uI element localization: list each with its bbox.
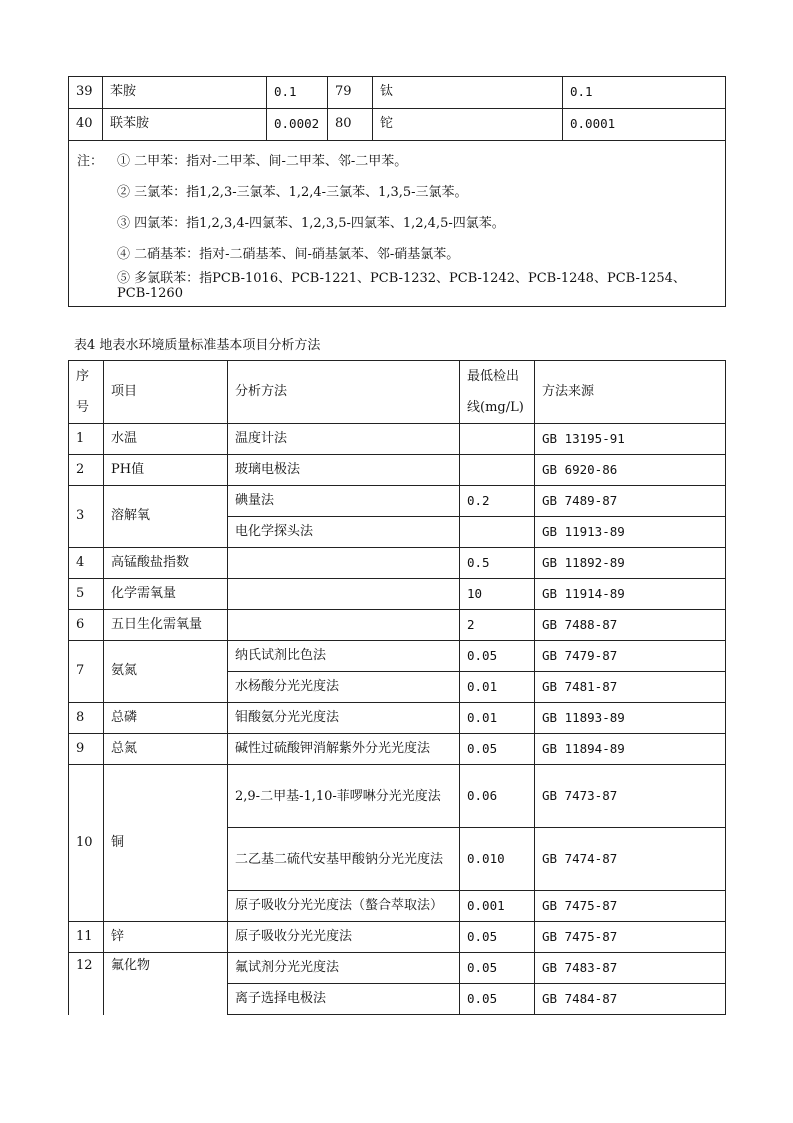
row-item: 总磷 xyxy=(104,703,228,734)
table-caption: 表4 地表水环境质量标准基本项目分析方法 xyxy=(74,338,321,353)
analysis-method-table xyxy=(68,360,726,1015)
table-row xyxy=(69,424,726,455)
table-row xyxy=(69,77,726,109)
row-source: GB 7488-87 xyxy=(535,610,726,641)
row-method: 离子选择电极法 xyxy=(228,984,460,1015)
row-limit: 0.06 xyxy=(460,765,535,828)
notes-row xyxy=(69,141,726,307)
row-method: 碱性过硫酸钾消解紫外分光光度法 xyxy=(228,734,460,765)
row-source: GB 13195-91 xyxy=(535,424,726,455)
substance-name: 苯胺 xyxy=(103,77,267,109)
row-item: 总氮 xyxy=(104,734,228,765)
row-item: 高锰酸盐指数 xyxy=(104,548,228,579)
row-method: 2,9-二甲基-1,10-菲啰啉分光光度法 xyxy=(228,765,460,828)
table-row xyxy=(69,486,726,517)
substance-name: 铊 xyxy=(373,109,563,141)
row-limit: 2 xyxy=(460,610,535,641)
row-limit: 10 xyxy=(460,579,535,610)
row-limit: 0.5 xyxy=(460,548,535,579)
row-item: 化学需氧量 xyxy=(104,579,228,610)
row-limit: 0.01 xyxy=(460,672,535,703)
row-limit: 0.05 xyxy=(460,641,535,672)
row-seq: 1 xyxy=(69,424,104,455)
row-source: GB 7484-87 xyxy=(535,984,726,1015)
row-item: 五日生化需氧量 xyxy=(104,610,228,641)
header-item: 项目 xyxy=(104,361,228,424)
substance-name: 钛 xyxy=(373,77,563,109)
row-method: 纳氏试剂比色法 xyxy=(228,641,460,672)
row-seq: 12 xyxy=(69,953,104,1015)
note-item: ④ 二硝基苯：指对-二硝基苯、间-硝基氯苯、邻-硝基氯苯。 xyxy=(117,247,460,263)
row-limit xyxy=(460,424,535,455)
row-limit: 0.05 xyxy=(460,734,535,765)
row-method xyxy=(228,548,460,579)
row-seq: 6 xyxy=(69,610,104,641)
row-source: GB 11913-89 xyxy=(535,517,726,548)
header-source: 方法来源 xyxy=(535,361,726,424)
row-method: 电化学探头法 xyxy=(228,517,460,548)
note-item: ② 三氯苯：指1,2,3-三氯苯、1,2,4-三氯苯、1,3,5-三氯苯。 xyxy=(117,185,468,201)
row-source: GB 7489-87 xyxy=(535,486,726,517)
row-method xyxy=(228,610,460,641)
row-limit: 0.001 xyxy=(460,891,535,922)
row-seq: 2 xyxy=(69,455,104,486)
row-source: GB 7474-87 xyxy=(535,828,726,891)
row-limit: 0.2 xyxy=(460,486,535,517)
row-method: 钼酸氨分光光度法 xyxy=(228,703,460,734)
row-method: 原子吸收分光光度法 xyxy=(228,922,460,953)
row-limit: 0.05 xyxy=(460,922,535,953)
row-seq: 11 xyxy=(69,922,104,953)
row-item: 锌 xyxy=(104,922,228,953)
row-seq: 9 xyxy=(69,734,104,765)
header-method: 分析方法 xyxy=(228,361,460,424)
row-limit xyxy=(460,455,535,486)
table-row xyxy=(69,953,726,984)
table-row xyxy=(69,579,726,610)
table-row xyxy=(69,109,726,141)
row-item: 氨氮 xyxy=(104,641,228,703)
substance-name: 联苯胺 xyxy=(103,109,267,141)
row-item: 溶解氧 xyxy=(104,486,228,548)
row-method xyxy=(228,579,460,610)
row-seq: 4 xyxy=(69,548,104,579)
limit-value: 0.1 xyxy=(267,77,328,109)
notes-label: 注： xyxy=(77,154,104,170)
row-seq: 8 xyxy=(69,703,104,734)
row-method: 温度计法 xyxy=(228,424,460,455)
row-method: 氟试剂分光光度法 xyxy=(228,953,460,984)
header-limit: 最低检出线(mg/L) xyxy=(460,361,535,424)
table-row xyxy=(69,610,726,641)
row-seq: 7 xyxy=(69,641,104,703)
substance-limit-table xyxy=(68,76,726,307)
row-method: 原子吸收分光光度法（螯合萃取法） xyxy=(228,891,460,922)
row-seq: 5 xyxy=(69,579,104,610)
row-source: GB 11914-89 xyxy=(535,579,726,610)
table-row xyxy=(69,734,726,765)
table-header-row xyxy=(69,361,726,424)
row-source: GB 11894-89 xyxy=(535,734,726,765)
notes-cell xyxy=(69,141,726,307)
row-number: 39 xyxy=(69,77,103,109)
row-number: 80 xyxy=(328,109,373,141)
row-source: GB 6920-86 xyxy=(535,455,726,486)
row-limit: 0.01 xyxy=(460,703,535,734)
row-source: GB 7475-87 xyxy=(535,922,726,953)
row-item: PH值 xyxy=(104,455,228,486)
note-item: ⑤ 多氯联苯：指PCB-1016、PCB-1221、PCB-1232、PCB-1242、PCB-1248、PCB-1254、PCB-1260 xyxy=(117,270,686,301)
note-item: ① 二甲苯：指对-二甲苯、间-二甲苯、邻-二甲苯。 xyxy=(117,154,408,170)
row-source: GB 7473-87 xyxy=(535,765,726,828)
row-limit: 0.05 xyxy=(460,953,535,984)
row-source: GB 7481-87 xyxy=(535,672,726,703)
limit-value: 0.0002 xyxy=(267,109,328,141)
row-item: 氟化物 xyxy=(104,953,228,1015)
table-row xyxy=(69,922,726,953)
row-seq: 10 xyxy=(69,765,104,922)
table-row xyxy=(69,703,726,734)
row-limit: 0.010 xyxy=(460,828,535,891)
row-method: 碘量法 xyxy=(228,486,460,517)
header-seq: 序号 xyxy=(69,361,104,424)
row-number: 79 xyxy=(328,77,373,109)
row-source: GB 11892-89 xyxy=(535,548,726,579)
note-item: ③ 四氯苯：指1,2,3,4-四氯苯、1,2,3,5-四氯苯、1,2,4,5-四氯苯。 xyxy=(117,216,505,232)
limit-value: 0.1 xyxy=(563,77,726,109)
row-number: 40 xyxy=(69,109,103,141)
row-limit xyxy=(460,517,535,548)
row-source: GB 7475-87 xyxy=(535,891,726,922)
limit-value: 0.0001 xyxy=(563,109,726,141)
table-row xyxy=(69,765,726,828)
row-method: 玻璃电极法 xyxy=(228,455,460,486)
row-item: 铜 xyxy=(104,765,228,922)
row-seq: 3 xyxy=(69,486,104,548)
table-row xyxy=(69,548,726,579)
table-row xyxy=(69,455,726,486)
row-limit: 0.05 xyxy=(460,984,535,1015)
row-method: 二乙基二硫代安基甲酸钠分光光度法 xyxy=(228,828,460,891)
row-source: GB 11893-89 xyxy=(535,703,726,734)
row-method: 水杨酸分光光度法 xyxy=(228,672,460,703)
table-row xyxy=(69,641,726,672)
row-item: 水温 xyxy=(104,424,228,455)
row-source: GB 7479-87 xyxy=(535,641,726,672)
row-source: GB 7483-87 xyxy=(535,953,726,984)
